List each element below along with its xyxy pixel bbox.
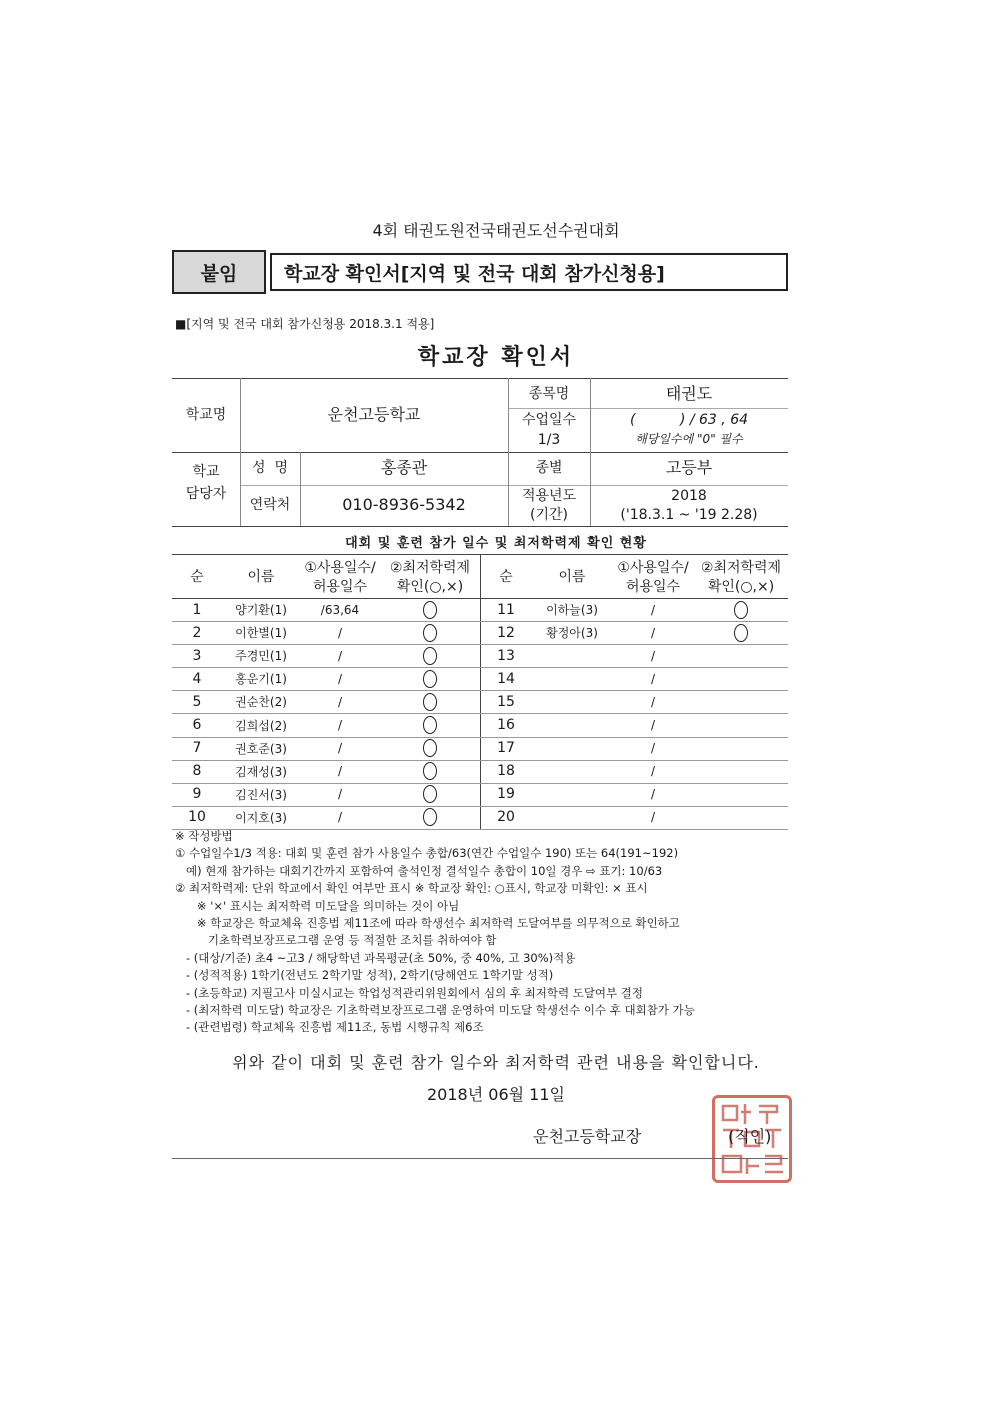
- class-value: 고등부: [665, 458, 713, 478]
- form-header-title: 학교장 확인서[지역 및 전국 대회 참가신청용]: [270, 253, 788, 291]
- header-seq-right: 순: [499, 568, 513, 585]
- left-row-days: /: [337, 671, 343, 686]
- principal-name: 운천고등학교장: [533, 1127, 642, 1146]
- right-row-no: 15: [497, 693, 515, 710]
- manager-label-2: 담당자: [185, 485, 227, 502]
- right-row-no: 19: [497, 786, 515, 803]
- contact-value: 010-8936-5342: [342, 495, 466, 515]
- header-name-right: 이름: [558, 568, 586, 585]
- days-value-1: ( ) / 63 , 64: [629, 411, 749, 428]
- guide-line: ※ '×' 표시는 최저학력 미도달을 의미하는 것이 아님: [175, 898, 460, 913]
- right-row-name: [532, 783, 612, 806]
- table-row: [172, 806, 788, 830]
- right-row-check: [694, 621, 788, 644]
- table-row: [172, 621, 788, 645]
- days-label-2: 1/3: [537, 431, 561, 448]
- bottom-divider: [172, 1158, 788, 1159]
- left-row-no: 1: [192, 601, 202, 618]
- guide-line: - (대상/기준) 초4 ~고3 / 해당학년 과목평균(초 50%, 중 40%, 고 30%)적용: [175, 950, 576, 965]
- left-row-name: 이한별(1): [235, 626, 287, 641]
- right-row-no: 17: [497, 740, 515, 757]
- header-days1-right: ①사용일수/: [617, 559, 689, 576]
- right-row-check: [694, 760, 788, 783]
- header-name-left: 이름: [247, 568, 275, 585]
- table-row: [172, 737, 788, 761]
- left-row-days: /: [337, 741, 343, 756]
- table-row: [172, 598, 788, 622]
- right-row-check: [694, 806, 788, 829]
- year-label-2: (기간): [530, 507, 568, 524]
- header-days2-left: 허용일수: [312, 578, 368, 595]
- right-row-no: 13: [497, 647, 515, 664]
- left-row-check: [380, 621, 480, 644]
- year-label-1: 적용년도: [521, 488, 577, 505]
- check-circle-icon: [423, 808, 437, 826]
- header-check1-right: ②최저학력제: [700, 559, 782, 576]
- header-check2-left: 확인(○,×): [396, 578, 464, 595]
- right-row-name: 이하늘(3): [546, 603, 598, 617]
- name-label: 성 명: [252, 460, 288, 477]
- right-row-check: [694, 644, 788, 667]
- year-value-2: ('18.3.1 ~ '19 2.28): [620, 507, 758, 524]
- left-row-name: 김진서(3): [235, 787, 287, 802]
- left-row-check: [380, 760, 480, 783]
- right-row-check: [694, 737, 788, 760]
- right-row-check: [694, 714, 788, 737]
- check-circle-icon: [423, 670, 437, 688]
- right-row-days: /: [650, 602, 656, 617]
- left-row-check: [380, 690, 480, 713]
- table-row: [172, 690, 788, 714]
- table-row: [172, 644, 788, 668]
- guide-line: - (성적적용) 1학기(전년도 2학기말 성적), 2학기(당해연도 1학기말 성적): [175, 968, 554, 983]
- left-row-no: 5: [192, 693, 202, 710]
- header-check1-left: ②최저학력제: [389, 559, 471, 576]
- left-row-days: /: [337, 694, 343, 709]
- guide-line: - (초등학교) 지필고사 미실시교는 학업성적관리위원회에서 심의 후 최저학력 도달여부 결정: [175, 985, 644, 1000]
- check-circle-icon: [734, 624, 748, 642]
- left-row-name: 양기환(1): [235, 603, 287, 617]
- sport-label: 종목명: [528, 385, 570, 402]
- table-row: [172, 783, 788, 807]
- right-row-name: [532, 737, 612, 760]
- left-row-days: /: [337, 810, 343, 825]
- left-row-days: /: [337, 625, 343, 640]
- sport-value: 태권도: [665, 383, 713, 403]
- guide-heading: ※ 작성방법: [175, 829, 233, 843]
- right-row-name: 황정아(3): [546, 626, 598, 641]
- left-row-name: 권순찬(2): [235, 695, 287, 710]
- check-circle-icon: [423, 601, 437, 619]
- year-value-1: 2018: [671, 488, 707, 505]
- table-row: [172, 667, 788, 691]
- days-label-1: 수업일수: [521, 411, 577, 428]
- header-seq-left: 순: [190, 568, 204, 585]
- right-row-name: [532, 806, 612, 829]
- contact-label: 연락처: [249, 497, 291, 514]
- left-row-check: [380, 714, 480, 737]
- left-row-name: 김재성(3): [235, 764, 287, 779]
- class-label: 종별: [535, 460, 563, 477]
- left-row-no: 9: [192, 786, 202, 803]
- left-row-check: [380, 667, 480, 690]
- table-row: [172, 760, 788, 784]
- school-label: 학교명: [185, 406, 227, 423]
- check-circle-icon: [423, 647, 437, 665]
- left-row-days: /: [337, 718, 343, 732]
- confirmation-statement: 위와 같이 대회 및 훈련 참가 일수와 최저학력 관련 내용을 확인합니다.: [232, 1053, 760, 1072]
- check-circle-icon: [423, 693, 437, 711]
- left-row-no: 2: [192, 624, 202, 641]
- left-row-days: /63,64: [320, 602, 360, 617]
- guide-line: - (최저학력 미도달) 학교장은 기초학력보장프로그램 운영하여 미도달 학생선수 이수 후 대회참가 가능: [175, 1003, 695, 1018]
- header-days1-left: ①사용일수/: [304, 559, 376, 576]
- name-value: 홍종관: [380, 458, 428, 478]
- right-row-days: /: [650, 648, 656, 663]
- right-row-days: /: [650, 741, 656, 756]
- left-row-no: 10: [188, 809, 206, 826]
- check-circle-icon: [423, 624, 437, 642]
- check-circle-icon: [423, 785, 437, 803]
- left-row-name: 홍운기(1): [235, 672, 287, 687]
- guide-line: ① 수업일수1/3 적용: 대회 및 훈련 참가 사용일수 총합/63(연간 수업일수 190) 또는 64(191~192): [175, 846, 679, 861]
- left-row-check: [380, 737, 480, 760]
- guide-line: 예) 현재 참가하는 대회기간까지 포함하여 출석인정 결석일수 총합이 10일 경우 ⇨ 표기: 10/63: [175, 863, 663, 878]
- guide-line: ② 최저학력제: 단위 학교에서 확인 여부만 표시 ※ 학교장 확인: ○표시, 학교장 미확인: × 표시: [175, 881, 648, 896]
- left-row-check: [380, 598, 480, 621]
- left-row-name: 김희섭(2): [235, 718, 287, 733]
- confirmation-date: 2018년 06월 11일: [427, 1085, 565, 1104]
- document-title: 학교장 확인서: [417, 345, 575, 370]
- writing-guide: [175, 828, 795, 1037]
- left-row-no: 3: [192, 647, 202, 664]
- event-title: 4회 태권도원전국태권도선수권대회: [372, 221, 620, 240]
- check-circle-icon: [423, 716, 437, 734]
- attachment-tag: 붙임: [172, 250, 266, 294]
- right-row-check: [694, 783, 788, 806]
- right-row-days: /: [650, 671, 656, 686]
- left-row-name: 권호준(3): [235, 741, 287, 756]
- left-row-check: [380, 644, 480, 667]
- left-row-no: 4: [192, 670, 202, 687]
- right-row-no: 18: [497, 763, 515, 780]
- manager-label-1: 학교: [192, 463, 220, 480]
- right-row-name: [532, 690, 612, 713]
- section-title: 대회 및 훈련 참가 일수 및 최저학력제 확인 현황: [345, 536, 647, 551]
- header-days2-right: 허용일수: [625, 578, 681, 595]
- right-row-days: /: [650, 764, 656, 779]
- left-row-no: 6: [192, 717, 202, 733]
- check-circle-icon: [423, 762, 437, 780]
- school-value: 운천고등학교: [327, 404, 421, 424]
- left-row-check: [380, 806, 480, 829]
- check-circle-icon: [734, 601, 748, 619]
- table-row: [172, 714, 788, 738]
- left-row-no: 7: [192, 740, 202, 757]
- left-row-days: /: [337, 787, 343, 802]
- right-row-days: /: [650, 694, 656, 709]
- right-row-check: [694, 667, 788, 690]
- guide-line: - (관련법령) 학교체육 진흥법 제11조, 동법 시행규칙 제6조: [175, 1020, 484, 1035]
- right-row-days: /: [650, 810, 656, 825]
- left-row-name: 주경민(1): [235, 649, 287, 664]
- header-check2-right: 확인(○,×): [707, 578, 775, 595]
- right-row-no: 20: [497, 809, 515, 826]
- left-row-check: [380, 783, 480, 806]
- left-row-days: /: [337, 648, 343, 663]
- left-row-no: 8: [192, 763, 202, 780]
- notice-line: ■[지역 및 전국 대회 참가신청용 2018.3.1 적용]: [175, 317, 435, 331]
- right-row-days: /: [650, 787, 656, 802]
- left-row-days: /: [337, 764, 343, 779]
- guide-line: ※ 학교장은 학교체육 진흥법 제11조에 따라 학생선수 최저학력 도달여부를 의무적으로 확인하고: [175, 916, 680, 931]
- right-row-no: 11: [497, 601, 515, 618]
- guide-line: 기초학력보장프로그램 운영 등 적절한 조치를 취하여야 함: [175, 933, 497, 948]
- right-row-no: 14: [497, 670, 515, 687]
- right-row-name: [532, 714, 612, 737]
- right-row-name: [532, 644, 612, 667]
- check-circle-icon: [423, 739, 437, 757]
- right-row-no: 12: [497, 624, 515, 641]
- right-row-name: [532, 760, 612, 783]
- right-row-check: [694, 598, 788, 621]
- seal-label: (직인): [728, 1127, 772, 1146]
- left-row-name: 이지호(3): [235, 810, 287, 825]
- right-row-name: [532, 667, 612, 690]
- right-row-days: /: [650, 718, 656, 732]
- right-row-check: [694, 690, 788, 713]
- right-row-no: 16: [497, 717, 515, 733]
- right-row-days: /: [650, 625, 656, 640]
- days-value-2: 해당일수에 "0" 필수: [635, 432, 743, 447]
